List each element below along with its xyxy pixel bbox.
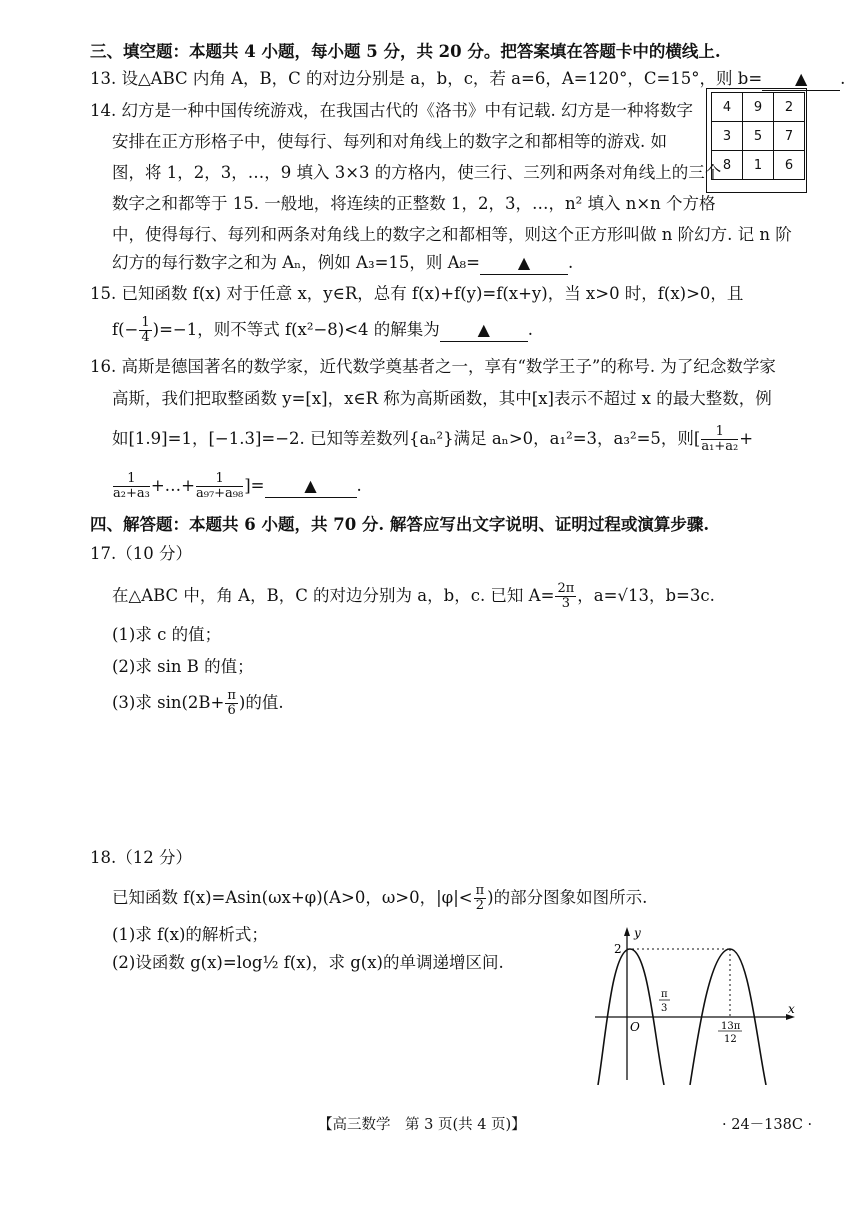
origin-label: O [630,1020,640,1034]
q14-end: . [568,253,574,272]
fraction-num: 2π [557,581,575,596]
q13-end: . [840,69,846,88]
q16-text-b: ]= [244,476,265,495]
fraction-num: 1 [113,472,150,487]
magic-cell: 4 [712,93,743,122]
magic-cell: 1 [743,151,774,180]
answer-blank-15 [440,319,528,342]
q13-text: 13. 设△ABC 内角 A，B，C 的对边分别是 a，b，c，若 a=6，A=120°，C=15°，则 b= [90,69,763,88]
fraction-den: 2 [475,898,485,913]
fraction-den: a₁+a₂ [701,439,739,454]
q14-line1: 14. 幻方是一种中国传统游戏，在我国古代的《洛书》中有记载. 幻方是一种将数字 [90,101,693,120]
fraction-num: 1 [701,425,738,440]
footer-code: · 24－138C · [722,1117,813,1133]
q16-line1: 16. 高斯是德国著名的数学家，近代数学奠基者之一，享有“数学王子”的称号. 为了纪念数学家 [90,357,776,376]
answer-blank-14 [480,252,568,275]
fraction-den: 6 [227,703,236,718]
fraction-den: 3 [561,596,570,611]
section4-title: 四、解答题：本题共 6 小题，共 70 分. 解答应写出文字说明、证明过程或演算步骤. [90,515,710,534]
q16-line2: 高斯，我们把取整函数 y=[x]，x∈R 称为高斯函数，其中[x]表示不超过 x 的最大整数，例 [112,389,772,408]
y-axis-arrow-icon [624,927,630,936]
q15-end: . [527,320,534,339]
magic-square [711,92,805,180]
fraction [196,472,243,501]
q15-text-b: )=−1，则不等式 f(x²−8)<4 的解集为 [152,320,440,339]
magic-cell: 5 [743,122,774,151]
q18-text-a: 已知函数 f(x)=Asin(ωx+φ)(A>0，ω>0，|φ|< [112,888,473,907]
tick2-den: 12 [724,1034,737,1045]
answer-blank-16 [265,475,357,498]
fraction-den: a₉₇+a₉₈ [195,486,244,501]
fraction-num: π [227,688,236,703]
footer-page-info: 【高三数学 第 3 页(共 4 页)】 [318,1117,526,1133]
magic-cell: 3 [712,122,743,151]
q14-line2: 安排在正方形格子中，使每行、每列和对角线上的数字之和都相等的游戏. 如 [112,132,667,151]
plus-sign: + [739,429,754,448]
q17-text-a: 在△ABC 中，角 A，B，C 的对边分别为 a，b，c. 已知 A= [112,586,555,605]
y-max-label: 2 [614,942,622,956]
q17-text-b: ，a=√13，b=3c. [577,586,715,605]
fraction [555,582,576,611]
tick1-den: 3 [661,1003,668,1014]
triangle-marker-icon: ▲ [795,69,808,88]
y-axis-label: y [634,926,641,940]
q15-line2 [112,316,533,345]
magic-cell: 2 [774,93,805,122]
q17-stem [112,582,715,611]
q17-part3-text-a: (3)求 sin(2B+ [112,693,225,712]
q15-line1: 15. 已知函数 f(x) 对于任意 x，y∈R，总有 f(x)+f(y)=f(x+y)，当 x>0 时，f(x)>0，且 [90,284,744,303]
tick1-num: π [661,989,668,1000]
q18-stem [112,884,647,913]
q14-line6 [112,252,573,275]
q17-part1: (1)求 c 的值； [112,625,222,644]
q14-line3: 图，将 1，2，3，…，9 填入 3×3 的方格内，使三行、三列和两条对角线上的三个 [112,163,722,182]
q14-line5: 中，使得每行、每列和两条对角线上的数字之和都相等，则这个正方形叫做 n 阶幻方. 记 n 阶 [112,225,792,244]
triangle-marker-icon: ▲ [477,320,490,339]
magic-cell: 7 [774,122,805,151]
fraction-num: 1 [141,315,150,330]
fraction [113,472,150,501]
magic-cell: 8 [712,151,743,180]
q17-part2: (2)求 sin B 的值； [112,657,254,676]
magic-cell: 9 [743,93,774,122]
fraction-den: a₂+a₃ [113,486,150,501]
triangle-marker-icon: ▲ [517,253,531,272]
fraction-num: π [475,883,485,898]
q15-text-a: f(− [112,320,139,339]
q16-line4 [112,472,362,501]
q14-line4: 数字之和都等于 15. 一般地，将连续的正整数 1，2，3，…，n² 填入 n×n 个方格 [112,194,716,213]
q18-part2: (2)设函数 g(x)=log½ f(x)，求 g(x)的单调递增区间. [112,953,504,972]
ellipsis-sum: +…+ [150,476,195,495]
fraction-num: 1 [196,472,243,487]
q16-text-a: 如[1.9]=1，[−1.3]=−2. 已知等差数列{aₙ²}满足 aₙ>0，a₁²=3，a₃²=5，则[ [112,429,701,448]
sine-graph [590,925,805,1085]
fraction [225,689,238,718]
q18-text-b: )的部分图象如图所示. [487,888,648,907]
q16-line3 [112,425,753,454]
q17-part3-text-b: )的值. [238,693,284,712]
magic-cell: 6 [774,151,805,180]
fraction [139,316,151,345]
q17-part3 [112,689,284,718]
q16-end: . [356,476,362,495]
tick2-num: 13π [721,1021,741,1032]
q14-line6-text: 幻方的每行数字之和为 Aₙ，例如 A₃=15，则 A₈= [112,253,480,272]
triangle-marker-icon: ▲ [304,476,317,495]
fraction-den: 4 [141,330,150,345]
fraction [474,884,487,913]
section3-title: 三、填空题：本题共 4 小题，每小题 5 分，共 20 分。把答案填在答题卡中的横线上. [90,42,721,61]
q18-head: 18.（12 分） [90,848,192,867]
q18-part1: (1)求 f(x)的解析式； [112,925,268,944]
x-axis-label: x [788,1002,795,1016]
fraction [701,425,738,454]
q17-head: 17.（10 分） [90,544,192,563]
